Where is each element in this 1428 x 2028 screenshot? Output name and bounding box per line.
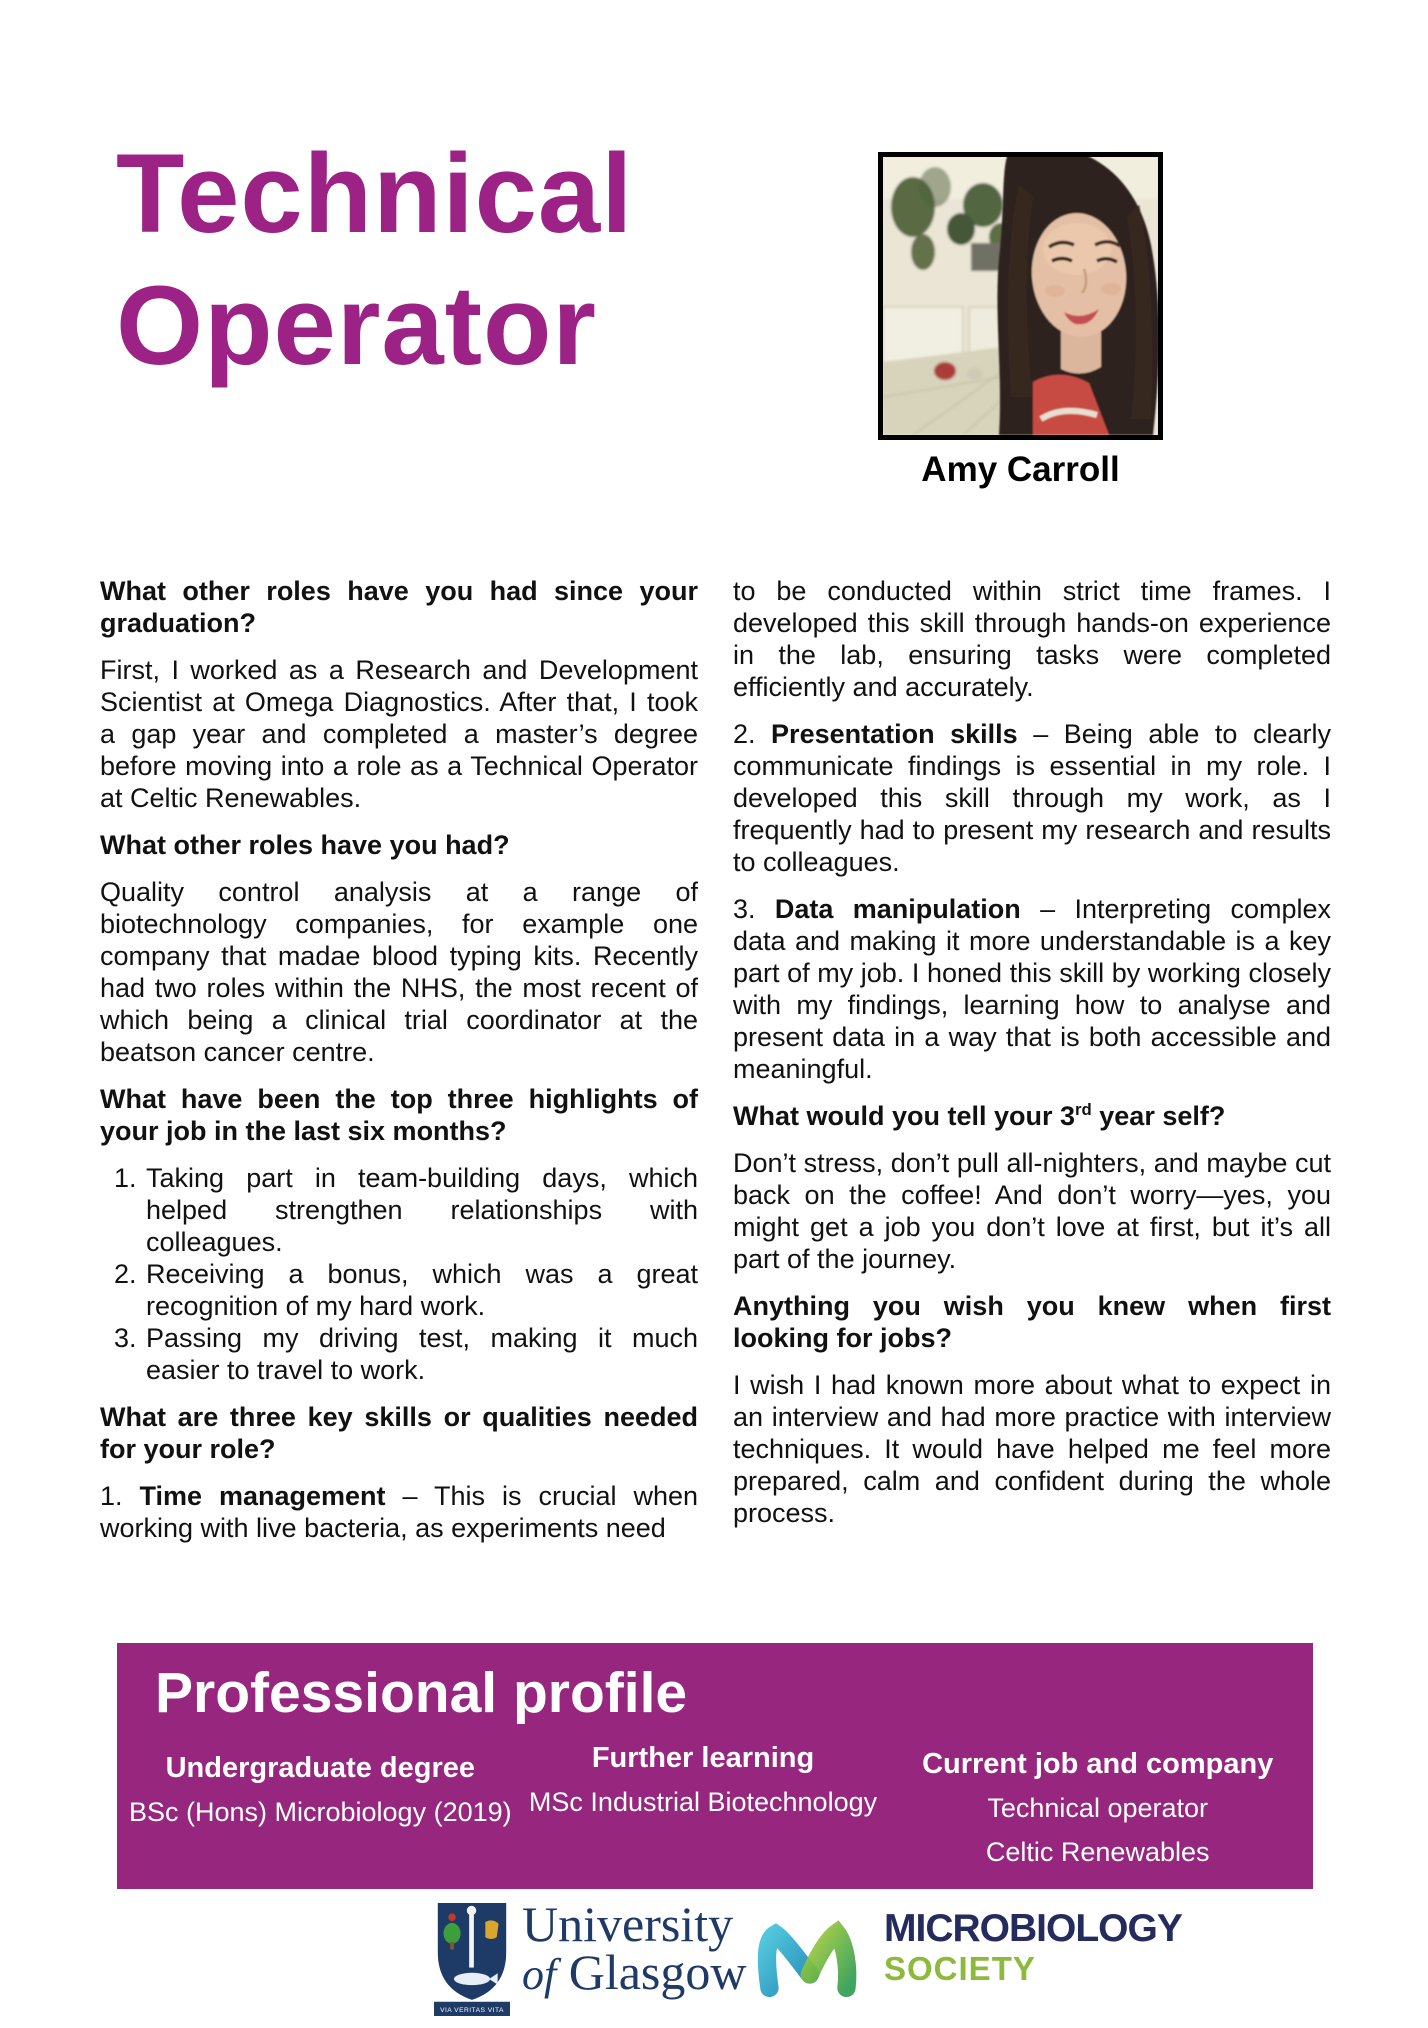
skill-1-term: Time management	[139, 1481, 386, 1511]
highlight-item-1: 1. Taking part in team-building days, which helped strengthen relationships with colleagues.	[144, 1162, 698, 1258]
skill-presentation	[733, 718, 1331, 878]
banner-columns	[117, 1741, 1313, 1881]
glasgow-wordmark-line1: University	[522, 1896, 734, 1952]
answer-other-roles: Quality control analysis at a range of biotechnology companies, for example one company that madae blood typing kits. Recently had two roles within the NHS, the most recent of which being a clinical trial coordinator at the beatson cancer centre.	[100, 877, 698, 1067]
current-job-label: Current job and company	[922, 1748, 1274, 1780]
skill-1-number: 1.	[100, 1481, 140, 1511]
microbiology-wordmark-line2: SOCIETY	[884, 1950, 1036, 1987]
skill-time-management	[100, 1480, 698, 1544]
skill-3-number: 3.	[733, 894, 775, 924]
glasgow-shield-icon	[434, 1900, 510, 2018]
further-learning-value: MSc Industrial Biotechnology	[528, 1787, 878, 1817]
glasgow-wordmark-line2	[522, 1944, 747, 2000]
banner-column-current-job	[882, 1741, 1313, 1881]
answer-third-year-self: Don’t stress, don’t pull all-nighters, and maybe cut back on the coffee! And don’t worry—yes, you might get a job you don’t love at first, but it’s all part of the journey.	[733, 1148, 1331, 1274]
microbiology-m-icon	[756, 1900, 866, 2008]
university-of-glasgow-logo	[434, 1896, 747, 2018]
further-learning-label: Further learning	[591, 1742, 815, 1774]
qa-column-right	[733, 575, 1331, 1544]
glasgow-wordmark-name: Glasgow	[568, 1944, 747, 2000]
profile-photo	[878, 152, 1163, 440]
page-title-line2: Operator	[116, 263, 597, 388]
highlight-item-3: 3. Passing my driving test, making it much easier to travel to work.	[144, 1322, 698, 1386]
question-key-skills: What are three key skills or qualities needed for your role?	[100, 1402, 698, 1464]
microbiology-society-logo	[756, 1900, 1182, 2008]
qa-column-left	[100, 575, 698, 1559]
question-other-roles: What other roles have you had?	[100, 830, 510, 860]
skill-data-manipulation	[733, 893, 1331, 1085]
skill-2-number: 2.	[733, 719, 772, 749]
skill-3-text: – Interpreting complex data and making it more understandable is a key part of my job. I honed this skill by working closely with my findings, learning how to analyse and present data in a way that is both accessible and meaningful.	[733, 894, 1331, 1084]
banner-column-undergraduate	[117, 1741, 524, 1881]
answer-roles-since-graduation: First, I worked as a Research and Development Scientist at Omega Diagnostics. After that, I took a gap year and completed a master’s degree before moving into a role as a Technical Operator at Celtic Renewables.	[100, 655, 698, 813]
ordinal-suffix: rd	[1075, 1100, 1092, 1119]
question-third-year-post: year self?	[1091, 1101, 1226, 1131]
question-top-highlights: What have been the top three highlights of your job in the last six months?	[100, 1084, 698, 1146]
skill-3-term: Data manipulation	[774, 894, 1021, 924]
highlight-item-2: 2. Receiving a bonus, which was a great recognition of my hard work.	[144, 1258, 698, 1322]
microbiology-wordmark-line1: MICROBIOLOGY	[884, 1907, 1182, 1950]
glasgow-motto: VIA VERITAS VITA	[440, 2007, 504, 2015]
photo-caption: Amy Carroll	[921, 450, 1120, 489]
glasgow-wordmark-of: of	[522, 1950, 557, 1999]
skill-1-text: – This is crucial when working with live bacteria, as experiments need	[100, 1481, 698, 1543]
professional-profile-banner	[117, 1643, 1313, 1889]
question-third-year-pre: What would you tell your 3	[733, 1101, 1076, 1131]
answer-wish-you-knew: I wish I had known more about what to expect in an interview and had more practice with interview techniques. It would have helped me feel more prepared, calm and confident during the whole process.	[733, 1370, 1331, 1528]
page-title-line1: Technical	[116, 131, 634, 256]
glasgow-wordmark	[522, 1896, 747, 2000]
microbiology-wordmark	[884, 1900, 1182, 1988]
question-roles-since-graduation: What other roles have you had since your graduation?	[100, 576, 698, 638]
current-job-value: Technical operator	[987, 1793, 1209, 1823]
banner-column-further-learning	[524, 1741, 883, 1881]
question-third-year-self	[733, 1100, 1331, 1132]
banner-heading: Professional profile	[155, 1661, 688, 1725]
skill-2-term: Presentation skills	[771, 719, 1018, 749]
undergraduate-degree-value: BSc (Hons) Microbiology (2019)	[128, 1797, 512, 1827]
question-wish-you-knew: Anything you wish you knew when first looking for jobs?	[733, 1291, 1331, 1353]
skill-time-management-continued: to be conducted within strict time frames. I developed this skill through hands-on experience in the lab, ensuring tasks were completed efficiently and accurately.	[733, 576, 1331, 702]
profile-photo-illustration	[883, 157, 1158, 435]
page-title	[116, 128, 633, 392]
highlights-list	[100, 1162, 698, 1386]
current-company-value: Celtic Renewables	[985, 1837, 1210, 1867]
undergraduate-degree-label: Undergraduate degree	[165, 1752, 476, 1784]
skill-2-text: – Being able to clearly communicate findings is essential in my role. I developed this skill through my work, as I frequently had to present my research and results to colleagues.	[733, 719, 1331, 877]
